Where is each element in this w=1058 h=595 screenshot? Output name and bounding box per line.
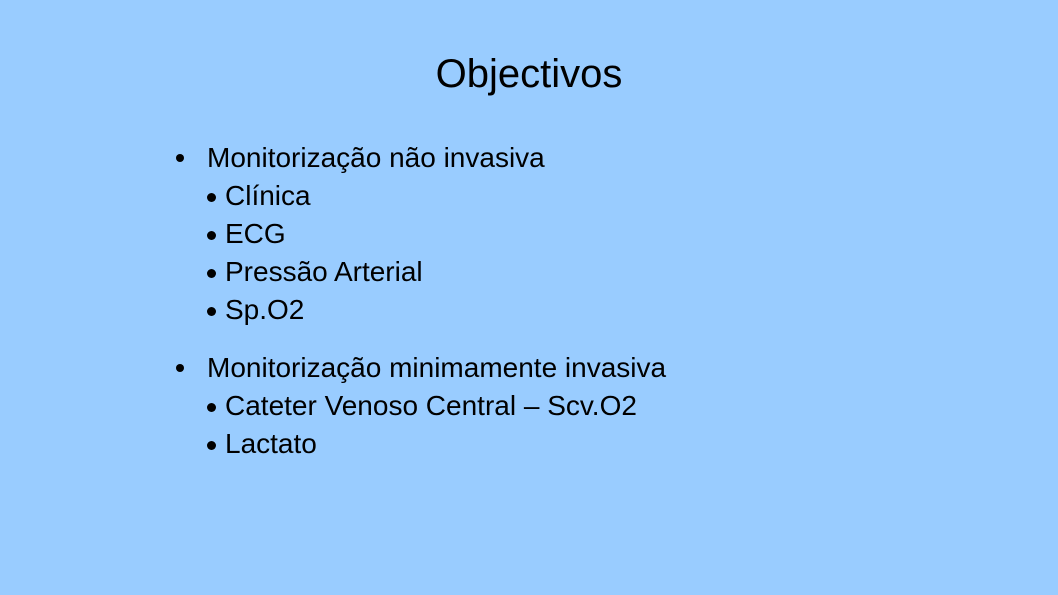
sub-item-label: Cateter Venoso Central – Scv.O2 [225, 390, 637, 421]
list-item-label: Monitorização não invasiva [207, 142, 545, 173]
sub-list-item [176, 425, 1016, 463]
sub-list [176, 387, 1016, 463]
list-item-non-invasive [176, 139, 1016, 329]
sub-list-item [176, 291, 1016, 329]
list-item-minimally-invasive [176, 349, 1016, 463]
bullet-icon [207, 441, 216, 450]
bullet-icon [207, 403, 216, 412]
sub-list-item [176, 177, 1016, 215]
list-item-header [176, 139, 1016, 177]
bullet-icon [176, 364, 184, 372]
sub-list-item [176, 215, 1016, 253]
sub-item-label: Lactato [225, 428, 317, 459]
bullet-list [176, 139, 1016, 463]
bullet-icon [207, 307, 216, 316]
sub-item-label: ECG [225, 218, 286, 249]
list-item-label: Monitorização minimamente invasiva [207, 352, 667, 383]
sub-list-item [176, 387, 1016, 425]
bullet-icon [176, 154, 184, 162]
sub-item-label: Clínica [225, 180, 311, 211]
slide-title: Objectivos [435, 52, 623, 96]
sub-item-label: Sp.O2 [225, 294, 305, 325]
sub-list [176, 177, 1016, 329]
list-item-header [176, 349, 1016, 387]
bullet-icon [207, 231, 216, 240]
sub-list-item [176, 253, 1016, 291]
bullet-icon [207, 193, 216, 202]
sub-item-label: Pressão Arterial [225, 256, 423, 287]
bullet-icon [207, 269, 216, 278]
